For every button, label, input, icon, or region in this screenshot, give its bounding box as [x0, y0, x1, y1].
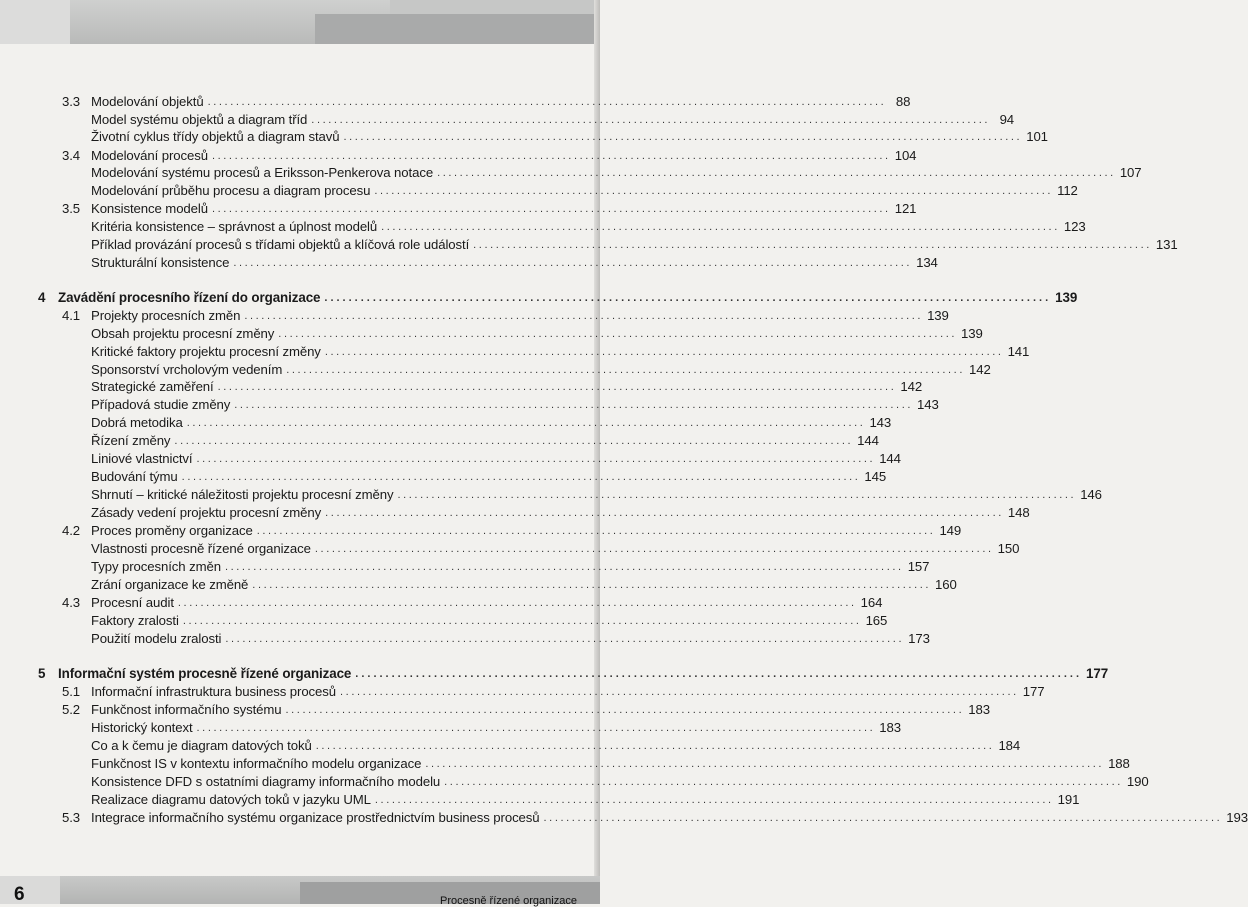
toc-section-entry	[62, 683, 1045, 701]
toc-subsection-entry	[91, 468, 887, 486]
toc-chapter-entry	[38, 665, 1109, 683]
toc-subsection-entry	[91, 791, 1080, 809]
toc-leader-dots: ........................................................................................................................	[224, 561, 904, 573]
toc-number: 5.3	[62, 810, 81, 825]
toc-page-number: 160	[935, 577, 957, 592]
toc-page-number: 107	[1119, 165, 1142, 180]
toc-leader-dots: ........................................................................................................................	[355, 668, 1083, 680]
toc-leader-dots: ........................................................................................................................	[374, 794, 1054, 806]
toc-number: 3.3	[62, 94, 81, 109]
toc-title: Konsistence modelů	[91, 201, 208, 216]
toc-title: Obsah projektu procesní změny	[91, 326, 275, 341]
toc-section-entry	[62, 307, 949, 325]
toc-number: 4.1	[62, 308, 81, 323]
toc-page-number: 134	[916, 255, 938, 270]
toc-title: Model systému objektů a diagram tříd	[91, 112, 308, 127]
toc-leader-dots: ........................................................................................................................	[186, 417, 866, 429]
toc-page-number: 150	[997, 541, 1020, 556]
toc-leader-dots: ........................................................................................................................	[286, 364, 965, 376]
toc-leader-dots: ........................................................................................................................	[343, 131, 1023, 143]
toc-title: Informační systém procesně řízené organizace	[58, 666, 352, 681]
toc-section-entry	[62, 522, 962, 540]
toc-leader-dots: ........................................................................................................................	[196, 722, 876, 734]
toc-title: Vlastnosti procesně řízené organizace	[91, 541, 311, 556]
toc-title: Realizace diagramu datových toků v jazyku UML	[91, 792, 371, 807]
toc-title: Typy procesních změn	[91, 559, 221, 574]
toc-subsection-entry	[91, 540, 1020, 558]
toc-subsection-entry	[91, 612, 888, 630]
header-stripe	[315, 14, 600, 44]
toc-leader-dots: ........................................................................................................................	[444, 776, 1123, 788]
toc-leader-dots: ........................................................................................................................	[473, 239, 1152, 251]
page-number: 6	[14, 884, 25, 905]
toc-page-number: 190	[1126, 774, 1149, 789]
toc-title: Zavádění procesního řízení do organizace	[58, 290, 321, 305]
toc-page-number: 177	[1086, 666, 1109, 681]
header-decoration-band	[0, 0, 600, 44]
toc-page-number: 164	[860, 595, 883, 610]
toc-title: Strategické zaměření	[91, 379, 214, 394]
toc-leader-dots: ........................................................................................................................	[437, 167, 1116, 179]
toc-page-number: 148	[1007, 505, 1030, 520]
toc-page-number: 143	[917, 397, 939, 412]
toc-section-entry	[62, 200, 917, 218]
toc-leader-dots: ........................................................................................................................	[225, 633, 905, 645]
toc-title: Případová studie změny	[91, 397, 231, 412]
toc-subsection-entry	[91, 737, 1021, 755]
toc-subsection-entry	[91, 630, 930, 648]
toc-title: Kritéria konsistence – správnost a úplnost modelů	[91, 219, 378, 234]
toc-leader-dots: ........................................................................................................................	[234, 399, 914, 411]
toc-leader-dots: ........................................................................................................................	[425, 758, 1105, 770]
toc-leader-dots: ........................................................................................................................	[177, 597, 857, 609]
toc-page-number: 142	[968, 362, 991, 377]
toc-title: Modelování systému procesů a Eriksson-Penkerova notace	[91, 165, 434, 180]
toc-page-number: 104	[894, 148, 917, 163]
toc-leader-dots: ........................................................................................................................	[207, 96, 887, 108]
toc-subsection-entry	[91, 164, 1142, 182]
toc-page-number: 139	[927, 308, 949, 323]
toc-leader-dots: ........................................................................................................................	[196, 453, 876, 465]
toc-title: Kritické faktory projektu procesní změny	[91, 344, 321, 359]
toc-subsection-entry	[91, 361, 991, 379]
toc-section-entry	[62, 701, 990, 719]
toc-page-number: 183	[968, 702, 990, 717]
toc-leader-dots: ........................................................................................................................	[211, 203, 891, 215]
toc-leader-dots: ........................................................................................................................	[543, 812, 1223, 824]
toc-title: Konsistence DFD s ostatními diagramy informačního modelu	[91, 774, 441, 789]
toc-title: Modelování objektů	[91, 94, 204, 109]
toc-subsection-entry	[91, 576, 957, 594]
toc-title: Modelování procesů	[91, 148, 208, 163]
toc-title: Historický kontext	[91, 720, 193, 735]
toc-chapter-entry	[38, 289, 1078, 307]
toc-title: Liniové vlastnictví	[91, 451, 193, 466]
toc-subsection-entry	[91, 396, 939, 414]
toc-subsection-entry	[91, 128, 1048, 146]
toc-section-entry	[62, 594, 883, 612]
toc-number: 4.3	[62, 595, 81, 610]
toc-leader-dots: ........................................................................................................................	[181, 471, 861, 483]
toc-leader-dots: ........................................................................................................................	[233, 257, 913, 269]
toc-leader-dots: ........................................................................................................................	[325, 507, 1004, 519]
toc-page-number: 139	[1055, 290, 1078, 305]
toc-number: 3.5	[62, 201, 81, 216]
header-stripe	[390, 0, 600, 14]
toc-leader-dots: ........................................................................................................................	[211, 150, 891, 162]
header-stripe	[0, 0, 70, 44]
toc-title: Integrace informačního systému organizace prostřednictvím business procesů	[91, 810, 540, 825]
toc-subsection-entry	[91, 432, 879, 450]
toc-leader-dots: ........................................................................................................................	[374, 185, 1054, 197]
toc-subsection-entry	[91, 254, 938, 272]
toc-title: Životní cyklus třídy objektů a diagram stavů	[91, 129, 340, 144]
toc-page-number: 149	[939, 523, 962, 538]
toc-leader-dots: ........................................................................................................................	[174, 435, 854, 447]
toc-page-number: 188	[1108, 756, 1130, 771]
toc-leader-dots: ........................................................................................................................	[340, 686, 1019, 698]
toc-page-number: 121	[894, 201, 917, 216]
toc-leader-dots: ........................................................................................................................	[381, 221, 1060, 233]
toc-page-number: 144	[857, 433, 879, 448]
toc-title: Proces proměny organizace	[91, 523, 253, 538]
toc-page-number: 94	[999, 112, 1015, 127]
toc-page-number: 143	[869, 415, 892, 430]
toc-page-number: 173	[908, 631, 930, 646]
toc-leader-dots: ........................................................................................................................	[182, 615, 862, 627]
toc-title: Příklad provázání procesů s třídami objektů a klíčová role událostí	[91, 237, 470, 252]
toc-section-entry	[62, 147, 917, 165]
toc-subsection-entry	[91, 414, 892, 432]
toc-subsection-entry	[91, 504, 1030, 522]
toc-section-entry	[62, 809, 1248, 827]
toc-number: 3.4	[62, 148, 81, 163]
toc-title: Funkčnost IS v kontextu informačního modelu organizace	[91, 756, 422, 771]
toc-title: Řízení změny	[91, 433, 171, 448]
toc-title: Co a k čemu je diagram datových toků	[91, 738, 312, 753]
toc-page-number: 101	[1026, 129, 1048, 144]
toc-page-number: 123	[1063, 219, 1086, 234]
toc-title: Strukturální konsistence	[91, 255, 230, 270]
toc-number: 5.1	[62, 684, 81, 699]
toc-page-number: 131	[1155, 237, 1178, 252]
toc-page-number: 193	[1226, 810, 1248, 825]
toc-leader-dots: ........................................................................................................................	[397, 489, 1077, 501]
toc-page-number: 177	[1022, 684, 1045, 699]
toc-section-entry	[62, 93, 911, 111]
toc-subsection-entry	[91, 773, 1149, 791]
toc-subsection-entry	[91, 755, 1130, 773]
toc-subsection-entry	[91, 182, 1078, 200]
toc-leader-dots: ........................................................................................................................	[252, 579, 932, 591]
toc-page-number: 144	[879, 451, 901, 466]
toc-title: Informační infrastruktura business procesů	[91, 684, 337, 699]
toc-page-number: 142	[900, 379, 923, 394]
toc-number: 5.2	[62, 702, 81, 717]
toc-page-number: 141	[1007, 344, 1030, 359]
toc-subsection-entry	[91, 719, 901, 737]
toc-subsection-entry	[91, 325, 983, 343]
toc-leader-dots: ........................................................................................................................	[244, 310, 924, 322]
toc-leader-dots: ........................................................................................................................	[256, 525, 936, 537]
toc-number: 4	[38, 290, 46, 305]
toc-page-number: 112	[1057, 183, 1078, 198]
toc-leader-dots: ........................................................................................................................	[315, 740, 995, 752]
toc-page-number: 183	[879, 720, 901, 735]
toc-page-number: 191	[1057, 792, 1080, 807]
toc-leader-dots: ........................................................................................................................	[314, 543, 994, 555]
toc-page-number: 88	[895, 94, 911, 109]
toc-title: Modelování průběhu procesu a diagram procesu	[91, 183, 371, 198]
toc-subsection-entry	[91, 343, 1030, 361]
toc-subsection-entry	[91, 218, 1086, 236]
toc-leader-dots: ........................................................................................................................	[324, 346, 1004, 358]
toc-page-number: 145	[864, 469, 887, 484]
toc-subsection-entry	[91, 111, 1015, 129]
footer-stripe	[0, 876, 60, 904]
toc-title: Shrnutí – kritické náležitosti projektu procesní změny	[91, 487, 394, 502]
toc-title: Budování týmu	[91, 469, 178, 484]
toc-number: 4.2	[62, 523, 81, 538]
toc-page-number: 139	[961, 326, 983, 341]
toc-subsection-entry	[91, 486, 1102, 504]
toc-page-number: 184	[998, 738, 1021, 753]
toc-leader-dots: ........................................................................................................................	[311, 114, 991, 126]
toc-title: Procesní audit	[91, 595, 174, 610]
toc-subsection-entry	[91, 450, 901, 468]
toc-leader-dots: ........................................................................................................................	[278, 328, 958, 340]
toc-title: Projekty procesních změn	[91, 308, 241, 323]
toc-title: Zrání organizace ke změně	[91, 577, 249, 592]
toc-number: 5	[38, 666, 46, 681]
toc-title: Funkčnost informačního systému	[91, 702, 282, 717]
toc-subsection-entry	[91, 558, 930, 576]
toc-title: Sponsorství vrcholovým vedením	[91, 362, 283, 377]
toc-page-number: 165	[865, 613, 888, 628]
toc-subsection-entry	[91, 236, 1178, 254]
toc-leader-dots: ........................................................................................................................	[324, 292, 1052, 304]
toc-title: Dobrá metodika	[91, 415, 183, 430]
toc-title: Použití modelu zralosti	[91, 631, 222, 646]
toc-leader-dots: ........................................................................................................................	[217, 381, 897, 393]
toc-title: Zásady vedení projektu procesní změny	[91, 505, 322, 520]
toc-leader-dots: ........................................................................................................................	[285, 704, 965, 716]
toc-page-number: 157	[907, 559, 930, 574]
toc-subsection-entry	[91, 378, 923, 396]
toc-title: Faktory zralosti	[91, 613, 179, 628]
toc-page-number: 146	[1080, 487, 1102, 502]
running-footer-title: Procesně řízené organizace	[440, 895, 577, 907]
